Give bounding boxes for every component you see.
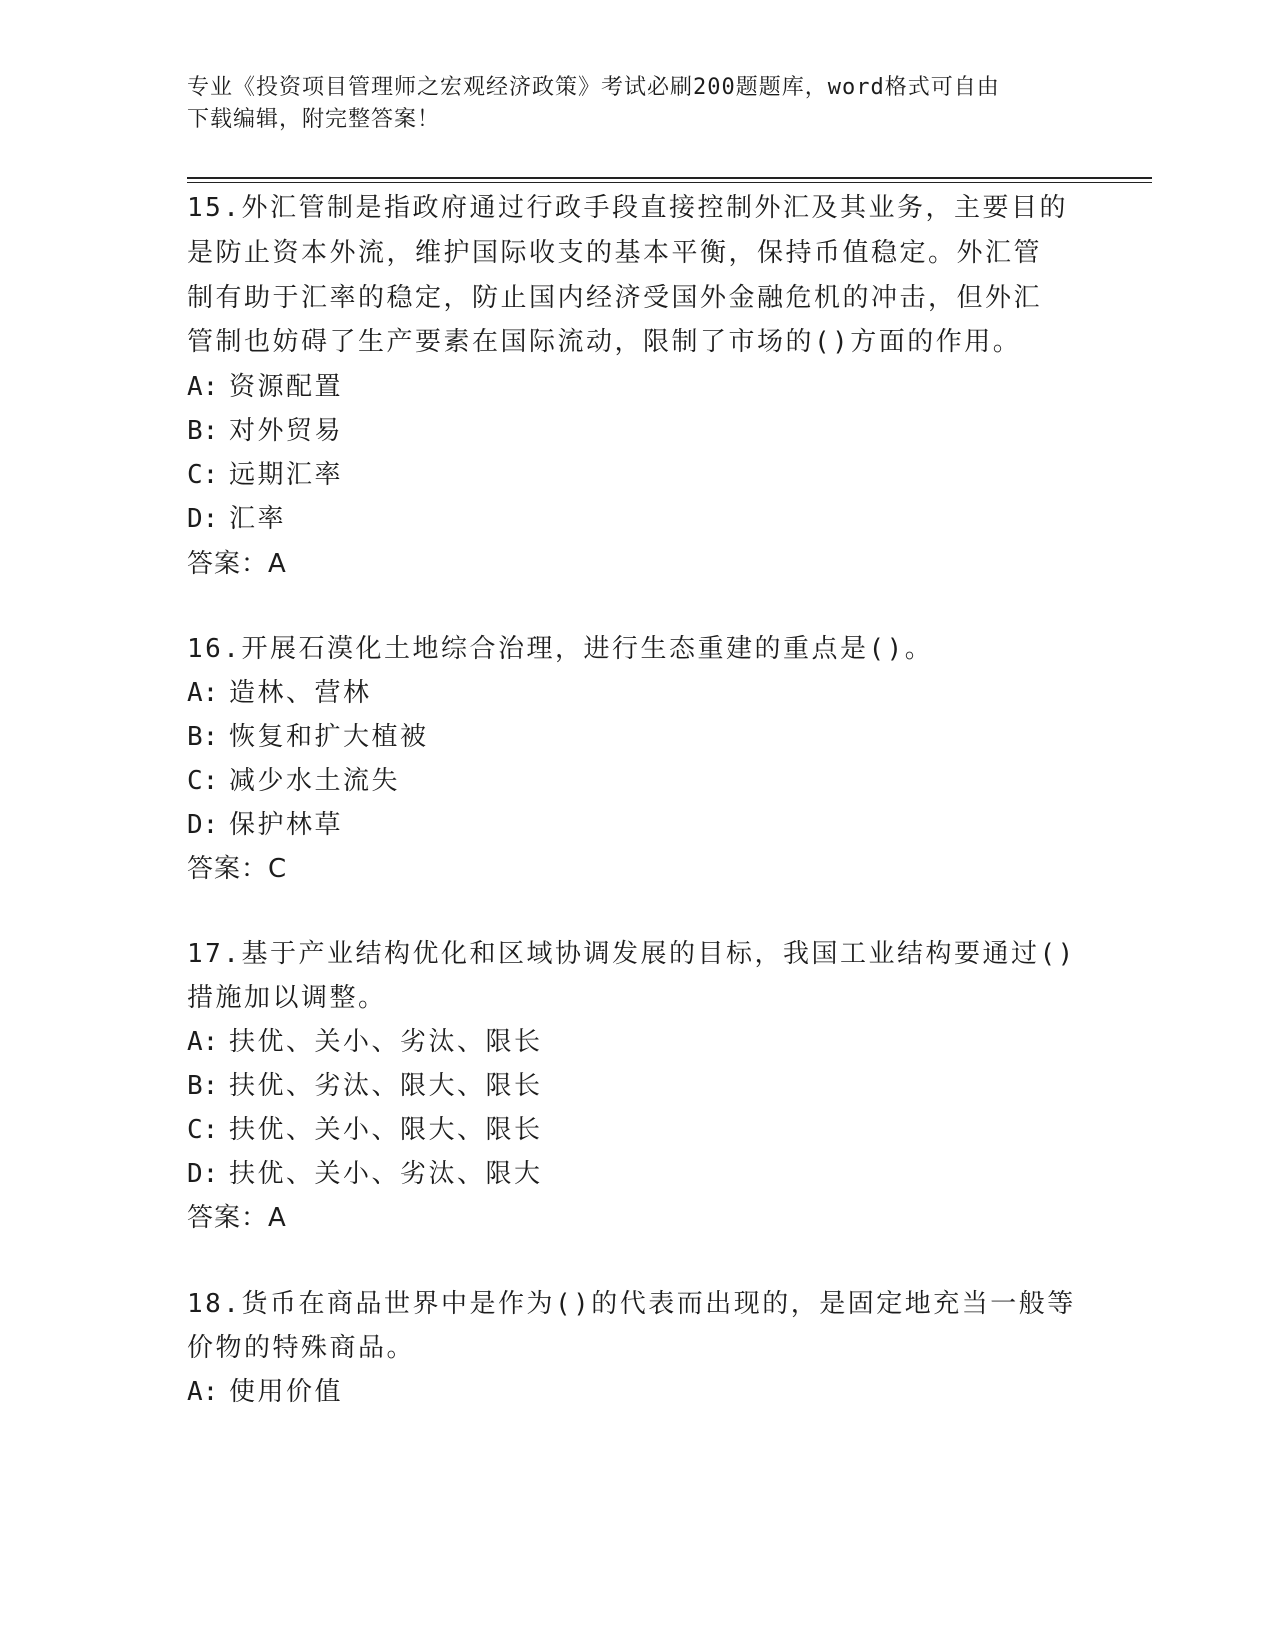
header-line-1: 专业《投资项目管理师之宏观经济政策》考试必刷200题题库，word格式可自由	[187, 75, 1000, 100]
question-15-option-d	[187, 502, 286, 536]
document-header	[187, 72, 1067, 136]
option-label: A:	[187, 1027, 219, 1057]
question-17-answer: 答案：A	[187, 1203, 287, 1233]
option-text: 扶优、劣汰、限大、限长	[229, 1071, 543, 1101]
question-18-text-line: 价物的特殊商品。	[187, 1333, 416, 1363]
option-text: 恢复和扩大植被	[229, 722, 429, 752]
question-17-option-b	[187, 1069, 543, 1103]
option-text: 造林、营林	[229, 678, 372, 708]
question-17-option-c	[187, 1113, 543, 1147]
option-label: B:	[187, 722, 219, 752]
option-text: 扶优、关小、劣汰、限长	[229, 1027, 543, 1057]
question-15-option-c	[187, 458, 343, 492]
option-label: C:	[187, 460, 219, 490]
option-label: C:	[187, 1115, 219, 1145]
option-text: 资源配置	[229, 372, 344, 402]
option-text: 使用价值	[229, 1377, 344, 1407]
option-text: 减少水土流失	[229, 766, 401, 796]
option-label: B:	[187, 1071, 219, 1101]
question-16-text-line: 16.开展石漠化土地综合治理，进行生态重建的重点是()。	[187, 634, 934, 664]
question-16-option-a	[187, 676, 372, 710]
option-text: 远期汇率	[229, 460, 344, 490]
option-text: 扶优、关小、劣汰、限大	[229, 1159, 543, 1189]
option-label: B:	[187, 416, 219, 446]
question-15-option-a	[187, 370, 343, 404]
question-16-option-c	[187, 764, 400, 798]
header-divider	[187, 177, 1152, 179]
question-15-text-line: 15.外汇管制是指政府通过行政手段直接控制外汇及其业务，主要目的	[187, 193, 1068, 223]
question-15-text-line: 是防止资本外流，维护国际收支的基本平衡，保持币值稳定。外汇管	[187, 238, 1043, 268]
option-label: A:	[187, 678, 219, 708]
option-text: 汇率	[229, 504, 287, 534]
question-18-text-line: 18.货币在商品世界中是作为()的代表而出现的，是固定地充当一般等	[187, 1289, 1076, 1319]
question-16-answer: 答案：C	[187, 854, 288, 884]
question-15-answer: 答案：A	[187, 549, 287, 579]
option-label: A:	[187, 372, 219, 402]
option-label: D:	[187, 1159, 219, 1189]
option-text: 对外贸易	[229, 416, 344, 446]
option-label: A:	[187, 1377, 219, 1407]
question-17-option-a	[187, 1025, 543, 1059]
question-17-option-d	[187, 1157, 543, 1191]
question-15-text-line: 管制也妨碍了生产要素在国际流动，限制了市场的()方面的作用。	[187, 327, 1022, 357]
question-16-option-b	[187, 720, 429, 754]
option-text: 扶优、关小、限大、限长	[229, 1115, 543, 1145]
question-17-text-line: 17.基于产业结构优化和区域协调发展的目标，我国工业结构要通过()	[187, 939, 1076, 969]
question-16-option-d	[187, 808, 343, 842]
question-15-text-line: 制有助于汇率的稳定，防止国内经济受国外金融危机的冲击，但外汇	[187, 283, 1043, 313]
question-15-option-b	[187, 414, 343, 448]
header-line-2: 下载编辑，附完整答案！	[187, 107, 441, 132]
question-17-text-line: 措施加以调整。	[187, 983, 387, 1013]
header-divider-thin	[187, 182, 1152, 183]
option-label: D:	[187, 810, 219, 840]
option-text: 保护林草	[229, 810, 344, 840]
option-label: D:	[187, 504, 219, 534]
option-label: C:	[187, 766, 219, 796]
question-18-option-a	[187, 1375, 343, 1409]
